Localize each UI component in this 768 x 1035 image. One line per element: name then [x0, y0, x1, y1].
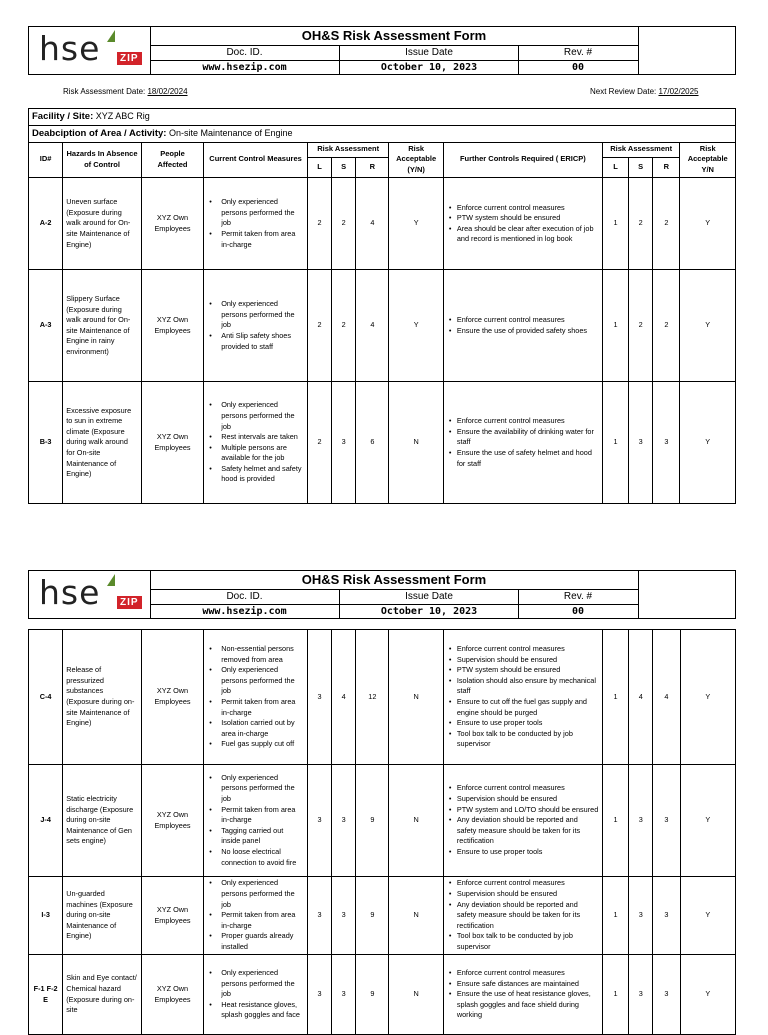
likelihood-cell: 2: [307, 270, 331, 382]
bullet-item: • Anti Slip safety shoes provided to staff: [221, 331, 304, 352]
area-row: [29, 125, 736, 142]
severity-cell: 3: [332, 765, 356, 877]
bullet-item: • Tool box talk to be conducted by job supervisor: [457, 729, 599, 750]
rev-value-2: 00: [571, 606, 585, 617]
rev-label-2: Rev. #: [563, 591, 593, 602]
header-blank-cell: [638, 27, 737, 74]
likelihood-2-cell: 1: [602, 382, 628, 504]
people-cell: XYZ Own Employees: [141, 270, 203, 382]
facility-value: XYZ ABC Rig: [93, 111, 150, 121]
bullet-item: • Permit taken from area in-charge: [221, 910, 304, 931]
rev-value: 00: [571, 62, 585, 73]
further-controls-cell: [443, 270, 602, 382]
form-header-2: [28, 570, 736, 619]
header-values-row: [150, 61, 638, 75]
hazard-cell: Static electricity discharge (Exposure during on-site Maintenance of Gen sets engine): [63, 765, 142, 877]
acceptable-2-cell: Y: [680, 270, 736, 382]
acceptable-2-cell: Y: [680, 877, 736, 955]
controls-cell: [204, 955, 308, 1035]
bullet-item: • Ensure the use of provided safety shoes: [457, 326, 599, 337]
row-id: I-3: [29, 877, 63, 955]
col-l2: L: [602, 158, 628, 178]
next-review-date: [590, 87, 699, 96]
people-cell: XYZ Own Employees: [141, 955, 203, 1035]
row-id: F-1 F-2 E: [29, 955, 63, 1035]
col-acceptable-2: Risk Acceptable Y/N: [680, 142, 736, 178]
risk-2-cell: 2: [653, 178, 680, 270]
issue-date-value-2: October 10, 2023: [340, 605, 519, 619]
col-id: ID#: [29, 142, 63, 178]
likelihood-2-cell: 1: [602, 955, 628, 1035]
likelihood-2-cell: 1: [602, 178, 628, 270]
risk-2-cell: 4: [653, 630, 680, 765]
review-label: Next Review Date:: [590, 87, 659, 96]
col-acceptable: Risk Acceptable (Y/N): [389, 142, 443, 178]
hse-zip-logo-2: [29, 571, 151, 618]
acceptable-2-cell: Y: [680, 955, 736, 1035]
risk-row: [29, 178, 736, 270]
column-header-row: [29, 142, 736, 158]
row-id: J-4: [29, 765, 63, 877]
logo-text-2: hse: [39, 573, 101, 612]
further-controls-cell: [443, 765, 602, 877]
risk-cell: 4: [356, 178, 389, 270]
controls-cell: [204, 630, 308, 765]
acceptable-2-cell: Y: [680, 178, 736, 270]
controls-cell: [204, 270, 308, 382]
further-controls-cell: [443, 955, 602, 1035]
severity-cell: 3: [332, 955, 356, 1035]
people-cell: XYZ Own Employees: [141, 765, 203, 877]
col-s: S: [332, 158, 356, 178]
facility-label: Facility / Site:: [32, 111, 94, 122]
acceptable-cell: N: [389, 765, 443, 877]
row-id: B-3: [29, 382, 63, 504]
bullet-item: • Isolation carried out by area in-charge: [221, 718, 304, 739]
col-hazard: Hazards In Absence of Control: [63, 142, 142, 178]
bullet-item: • Area should be clear after execution of job and record is mentioned in log book: [457, 224, 599, 245]
logo-text: hse: [39, 29, 101, 68]
doc-id-label-2: Doc. ID.: [150, 590, 340, 604]
acceptable-2-cell: Y: [680, 765, 736, 877]
severity-2-cell: 2: [629, 178, 653, 270]
review-value: 17/02/2025: [658, 87, 699, 96]
controls-cell: [204, 178, 308, 270]
bullet-item: • Any deviation should be reported and safety measure should be taken for its rectification: [457, 900, 599, 932]
col-risk-assessment-2: Risk Assessment: [602, 142, 680, 158]
bullet-item: • Only experienced persons performed the job: [221, 197, 304, 229]
severity-2-cell: 3: [629, 877, 653, 955]
severity-cell: 3: [332, 877, 356, 955]
form-page-1: [28, 26, 736, 509]
header-labels-row-2: [150, 590, 638, 604]
acceptable-cell: Y: [389, 270, 443, 382]
risk-assessment-date: [63, 87, 188, 96]
acceptable-cell: Y: [389, 178, 443, 270]
acceptable-2-cell: Y: [680, 630, 736, 765]
severity-2-cell: 3: [629, 382, 653, 504]
bullet-item: • Enforce current control measures: [457, 878, 599, 889]
hse-zip-logo: [29, 27, 151, 74]
bullet-item: • Proper guards already installed: [221, 931, 304, 952]
bullet-item: • Ensure to use proper tools: [457, 847, 599, 858]
risk-2-cell: 3: [653, 382, 680, 504]
rev-label: Rev. #: [563, 47, 593, 58]
logo-badge-2: ZIP: [117, 596, 142, 609]
bullet-item: • Ensure the use of safety helmet and hood for staff: [457, 448, 599, 469]
bullet-item: • Tagging carried out inside panel: [221, 826, 304, 847]
risk-cell: 9: [356, 877, 389, 955]
risk-cell: 9: [356, 955, 389, 1035]
controls-cell: [204, 382, 308, 504]
risk-rows-1: [29, 178, 736, 504]
risk-row: [29, 955, 736, 1035]
bullet-item: • Supervision should be ensured: [457, 655, 599, 666]
likelihood-cell: 3: [307, 765, 331, 877]
acceptable-cell: N: [389, 382, 443, 504]
risk-cell: 12: [356, 630, 389, 765]
severity-cell: 2: [332, 178, 356, 270]
bullet-item: • Multiple persons are available for the job: [221, 443, 304, 464]
severity-2-cell: 3: [629, 765, 653, 877]
bullet-item: • PTW system should be ensured: [457, 665, 599, 676]
further-controls-cell: [443, 382, 602, 504]
people-cell: XYZ Own Employees: [141, 178, 203, 270]
bullet-item: • Ensure to use proper tools: [457, 718, 599, 729]
logo-badge: ZIP: [117, 52, 142, 65]
severity-cell: 3: [332, 382, 356, 504]
acceptable-cell: N: [389, 630, 443, 765]
risk-cell: 9: [356, 765, 389, 877]
leaf-icon: [107, 574, 115, 586]
risk-row: [29, 765, 736, 877]
issue-date-label-2: Issue Date: [340, 590, 519, 604]
likelihood-2-cell: 1: [602, 877, 628, 955]
bullet-item: • Enforce current control measures: [457, 416, 599, 427]
risk-row: [29, 630, 736, 765]
likelihood-cell: 3: [307, 877, 331, 955]
form-page-2: [28, 570, 736, 1024]
controls-cell: [204, 877, 308, 955]
likelihood-2-cell: 1: [602, 630, 628, 765]
bullet-item: • Enforce current control measures: [457, 783, 599, 794]
likelihood-cell: 2: [307, 178, 331, 270]
bullet-item: • Only experienced persons performed the job: [221, 299, 304, 331]
likelihood-2-cell: 1: [602, 765, 628, 877]
risk-2-cell: 2: [653, 270, 680, 382]
severity-2-cell: 2: [629, 270, 653, 382]
bullet-item: • Enforce current control measures: [457, 203, 599, 214]
likelihood-cell: 2: [307, 382, 331, 504]
bullet-item: • Only experienced persons performed the job: [221, 968, 304, 1000]
col-s2: S: [629, 158, 653, 178]
row-id: A-2: [29, 178, 63, 270]
bullet-item: • PTW system should be ensured: [457, 213, 599, 224]
doc-id-value-2: www.hsezip.com: [150, 605, 340, 619]
further-controls-cell: [443, 630, 602, 765]
bullet-item: • Enforce current control measures: [457, 644, 599, 655]
ra-date-value: 18/02/2024: [147, 87, 188, 96]
bullet-item: • Fuel gas supply cut off: [221, 739, 304, 750]
area-label: Deabciption of Area / Activity:: [32, 127, 167, 139]
bullet-item: • Permit taken from area in-charge: [221, 805, 304, 826]
hazard-cell: Uneven surface (Exposure during walk around for On-site Maintenance of Engine): [63, 178, 142, 270]
people-cell: XYZ Own Employees: [141, 877, 203, 955]
people-cell: XYZ Own Employees: [141, 630, 203, 765]
hazard-cell: Release of pressurized substances (Exposure during on-site Maintenance of Engine): [63, 630, 142, 765]
risk-rows-2: [29, 630, 736, 1035]
issue-date-value: October 10, 2023: [340, 61, 519, 75]
bullet-item: • Permit taken from area in-charge: [221, 697, 304, 718]
bullet-item: • Enforce current control measures: [457, 315, 599, 326]
risk-2-cell: 3: [653, 765, 680, 877]
col-r2: R: [653, 158, 680, 178]
severity-2-cell: 4: [629, 630, 653, 765]
acceptable-2-cell: Y: [680, 382, 736, 504]
likelihood-cell: 3: [307, 630, 331, 765]
risk-2-cell: 3: [653, 955, 680, 1035]
area-value: On-site Maintenance of Engine: [166, 127, 293, 138]
hazard-cell: Slippery Surface (Exposure during walk around for On-site Maintenance of Engine in rainy environment): [63, 270, 142, 382]
form-header: [28, 26, 736, 75]
risk-row: [29, 877, 736, 955]
risk-table-2: [28, 629, 736, 1035]
bullet-item: • Only experienced persons performed the job: [221, 878, 304, 910]
likelihood-cell: 3: [307, 955, 331, 1035]
bullet-item: • Supervision should be ensured: [457, 794, 599, 805]
doc-id-label: Doc. ID.: [150, 46, 340, 60]
header-blank-cell-2: [638, 571, 737, 618]
risk-row: [29, 382, 736, 504]
further-controls-cell: [443, 178, 602, 270]
leaf-icon: [107, 30, 115, 42]
severity-cell: 4: [332, 630, 356, 765]
col-risk-assessment: Risk Assessment: [307, 142, 389, 158]
form-title-2: OH&S Risk Assessment Form: [150, 571, 638, 590]
doc-id-value: www.hsezip.com: [150, 61, 340, 75]
acceptable-cell: N: [389, 955, 443, 1035]
row-id: A-3: [29, 270, 63, 382]
form-title: OH&S Risk Assessment Form: [150, 27, 638, 46]
bullet-item: • Ensure to cut off the fuel gas supply and engine should be purged: [457, 697, 599, 718]
header-labels-row: [150, 46, 638, 60]
risk-table-1: [28, 108, 736, 504]
bullet-item: • No loose electrical connection to avoid fire: [221, 847, 304, 868]
row-id: C-4: [29, 630, 63, 765]
risk-row: [29, 270, 736, 382]
bullet-item: • Tool box talk to be conducted by job supervisor: [457, 931, 599, 952]
hazard-cell: Un-guarded machines (Exposure during on-site Maintenance of Engine): [63, 877, 142, 955]
bullet-item: • Ensure the availability of drinking water for staff: [457, 427, 599, 448]
risk-cell: 4: [356, 270, 389, 382]
bullet-item: • Non-essential persons removed from area: [221, 644, 304, 665]
bullet-item: • Only experienced persons performed the job: [221, 665, 304, 697]
bullet-item: • Ensure safe distances are maintained: [457, 979, 599, 990]
bullet-item: • Only experienced persons performed the job: [221, 400, 304, 432]
header-values-row-2: [150, 605, 638, 619]
bullet-item: • Permit taken from area in-charge: [221, 229, 304, 250]
col-people: People Affected: [141, 142, 203, 178]
bullet-item: • Supervision should be ensured: [457, 889, 599, 900]
col-l: L: [307, 158, 331, 178]
severity-2-cell: 3: [629, 955, 653, 1035]
risk-cell: 6: [356, 382, 389, 504]
facility-row: [29, 109, 736, 126]
bullet-item: • Rest intervals are taken: [221, 432, 304, 443]
col-r: R: [356, 158, 389, 178]
bullet-item: • Enforce current control measures: [457, 968, 599, 979]
bullet-item: • Safety helmet and safety hood is provided: [221, 464, 304, 485]
issue-date-label: Issue Date: [340, 46, 519, 60]
controls-cell: [204, 765, 308, 877]
hazard-cell: Skin and Eye contact/ Chemical hazard (Exposure during on-site: [63, 955, 142, 1035]
bullet-item: • Any deviation should be reported and safety measure should be taken for its rectification: [457, 815, 599, 847]
acceptable-cell: N: [389, 877, 443, 955]
bullet-item: • Heat resistance gloves, splash goggles and face: [221, 1000, 304, 1021]
col-further: Further Controls Required ( ERICP): [443, 142, 602, 178]
bullet-item: • Isolation should also ensure by mechanical staff: [457, 676, 599, 697]
hazard-cell: Excessive exposure to sun in extreme climate (Exposure during walk around for On-site Maintenance of Engine): [63, 382, 142, 504]
ra-date-label: Risk Assessment Date:: [63, 87, 148, 96]
bullet-item: • Ensure the use of heat resistance gloves, splash goggles and face shield during working: [457, 989, 599, 1021]
people-cell: XYZ Own Employees: [141, 382, 203, 504]
bullet-item: • Only experienced persons performed the job: [221, 773, 304, 805]
risk-2-cell: 3: [653, 877, 680, 955]
col-controls: Current Control Measures: [204, 142, 308, 178]
further-controls-cell: [443, 877, 602, 955]
likelihood-2-cell: 1: [602, 270, 628, 382]
severity-cell: 2: [332, 270, 356, 382]
bullet-item: • PTW system and LO/TO should be ensured: [457, 805, 599, 816]
